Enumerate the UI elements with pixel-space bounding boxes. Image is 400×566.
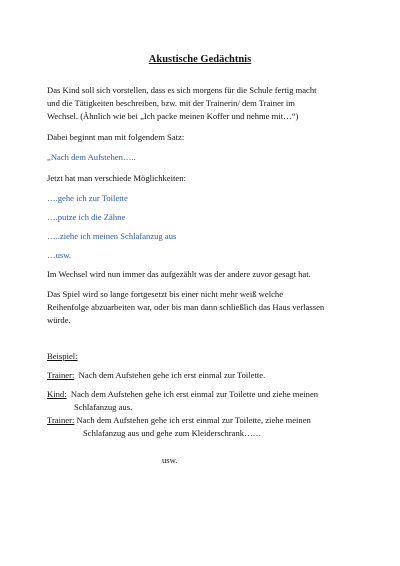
continuation-line: Reihenfolge abzuarbeiten war, oder bis man dann schließlich das Haus verlassen — [47, 302, 325, 312]
intro-paragraph — [47, 84, 317, 123]
example-line-trainer-2 — [47, 414, 311, 440]
option-item: ….gehe ich zur Toilette — [47, 193, 128, 203]
intro-line: Wechsel. (Ähnlich wie bei „Ich packe meinen Koffer und nehme mit…“) — [47, 111, 299, 121]
example-text-continued: Schlafanzug aus und gehe zum Kleiderschrank…… — [83, 428, 262, 438]
speaker-label: Trainer: — [47, 370, 75, 380]
document-title: Akustische Gedächtnis — [148, 54, 252, 65]
intro-line: und die Tätigkeiten beschreiben, bzw. mit der Trainerin/ dem Trainer im — [47, 98, 295, 108]
continuation-line: würde. — [47, 315, 71, 325]
alternation-text: Im Wechsel wird nun immer das aufgezählt was der andere zuvor gesagt hat. — [47, 269, 311, 279]
options-label: Jetzt hat man verschiede Möglichkeiten: — [47, 173, 186, 183]
example-line-kind — [47, 388, 318, 414]
option-item: …usw. — [47, 250, 72, 260]
start-sentence: „Nach dem Aufstehen….. — [47, 152, 136, 162]
example-text: Nach dem Aufstehen gehe ich erst einmal zur Toilette. — [78, 370, 266, 380]
continuation-line: Das Spiel wird so lange fortgesetzt bis einer nicht mehr weiß welche — [47, 289, 284, 299]
option-item: …..ziehe ich meinen Schlafanzug aus — [47, 231, 177, 241]
example-line-trainer — [47, 369, 265, 382]
speaker-label: Trainer: — [47, 415, 75, 425]
example-text: Nach dem Aufstehen gehe ich erst einmal zur Toilette, ziehe meinen — [76, 415, 311, 425]
intro-line: Das Kind soll sich vorstellen, dass es sich morgens für die Schule fertig macht — [47, 85, 317, 95]
etc-text: usw. — [162, 455, 178, 465]
start-sentence-label: Dabei beginnt man mit folgendem Satz: — [47, 132, 185, 142]
example-text: Nach dem Aufstehen gehe ich erst einmal zur Toilette und ziehe meinen — [70, 389, 319, 399]
continuation-paragraph — [47, 288, 324, 327]
option-item: ….putze ich die Zähne — [47, 212, 126, 222]
speaker-label: Kind: — [47, 389, 67, 399]
example-heading: Beispiel: — [47, 351, 78, 361]
example-text-continued: Schlafanzug aus. — [74, 402, 133, 412]
